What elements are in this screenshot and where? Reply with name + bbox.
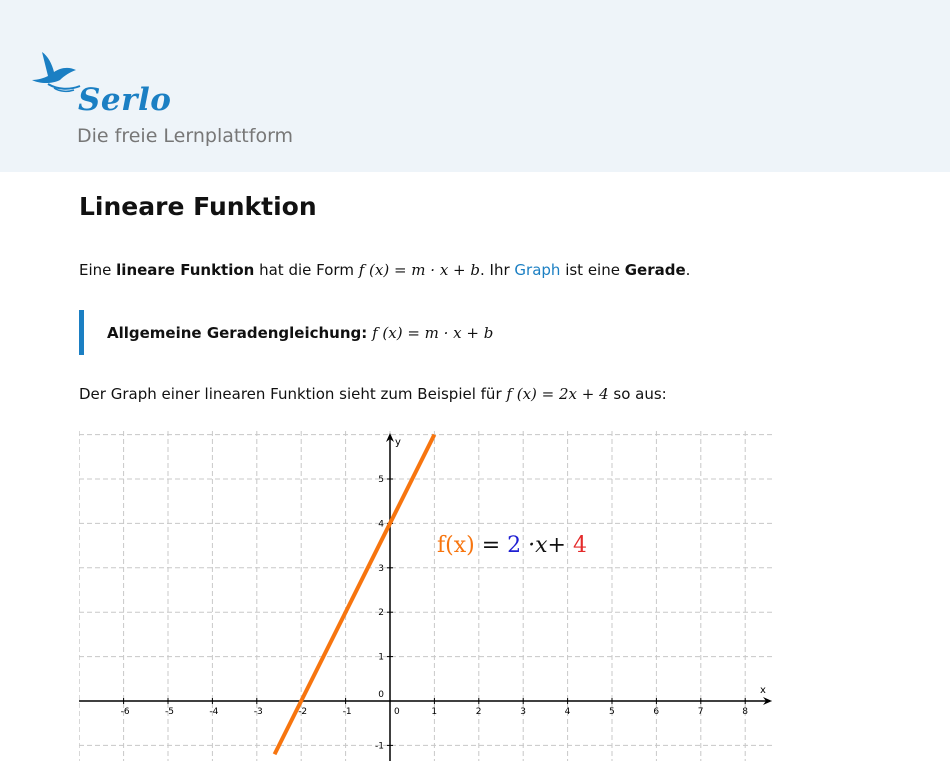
graph-link[interactable]: Graph	[514, 261, 561, 279]
y-tick-label: -1	[375, 741, 384, 752]
site-header	[0, 0, 950, 172]
x-tick-label: 6	[653, 707, 660, 717]
intro-paragraph	[79, 259, 690, 281]
example-formula: f (x) = 2x + 4	[506, 385, 609, 403]
x-tick-label: -5	[165, 707, 174, 717]
x-axis-label: x	[760, 685, 766, 696]
example-text-1: Der Graph einer linearen Funktion sieht zum Beispiel für	[79, 385, 507, 403]
function-annotation: f(x) = 2 ·x+ 4	[437, 533, 587, 558]
x-tick-label: -1	[342, 707, 352, 717]
intro-text-2: hat die Form	[254, 261, 359, 279]
box-formula: f (x) = m · x + b	[372, 323, 494, 342]
y-tick-label: 0	[378, 690, 384, 700]
function-line	[275, 435, 438, 755]
x-tick-label: 2	[475, 707, 482, 717]
y-tick-label: 1	[378, 652, 384, 663]
x-tick-label: -2	[298, 707, 308, 717]
x-tick-label: -6	[120, 707, 130, 717]
example-text-2: so aus:	[608, 385, 667, 403]
intro-text-1: Eine	[79, 261, 117, 279]
x-tick-label: -4	[209, 707, 219, 717]
intro-bold-gerade: Gerade	[624, 261, 686, 279]
x-tick-label: 1	[431, 707, 438, 717]
x-tick-label: 7	[697, 707, 704, 717]
function-graph	[79, 431, 774, 761]
x-tick-label: 8	[742, 707, 748, 717]
box-label: Allgemeine Geradengleichung:	[107, 323, 368, 342]
intro-formula: f (x) = m · x + b	[358, 261, 480, 279]
example-paragraph	[79, 383, 667, 405]
intro-text-3: . Ihr	[480, 261, 515, 279]
brand-tagline: Die freie Lernplattform	[77, 125, 294, 147]
x-tick-label: 4	[564, 707, 571, 717]
y-tick-label: 5	[378, 475, 384, 485]
general-equation-box	[79, 310, 493, 355]
brand-name: Serlo	[78, 82, 172, 118]
x-tick-label: 5	[609, 707, 615, 717]
intro-text-4: ist eine	[560, 261, 625, 279]
x-tick-label: -3	[253, 707, 263, 717]
x-tick-label: 3	[520, 707, 526, 717]
page-title: Lineare Funktion	[79, 192, 317, 221]
serlo-logo[interactable]	[30, 50, 330, 155]
y-axis-label: y	[395, 437, 401, 448]
x-tick-label: 0	[394, 707, 400, 717]
y-tick-label: 3	[378, 563, 384, 574]
intro-bold-term: lineare Funktion	[116, 261, 255, 279]
y-tick-label: 2	[378, 608, 384, 619]
intro-text-5: .	[685, 261, 691, 279]
y-tick-label: 4	[378, 519, 384, 530]
